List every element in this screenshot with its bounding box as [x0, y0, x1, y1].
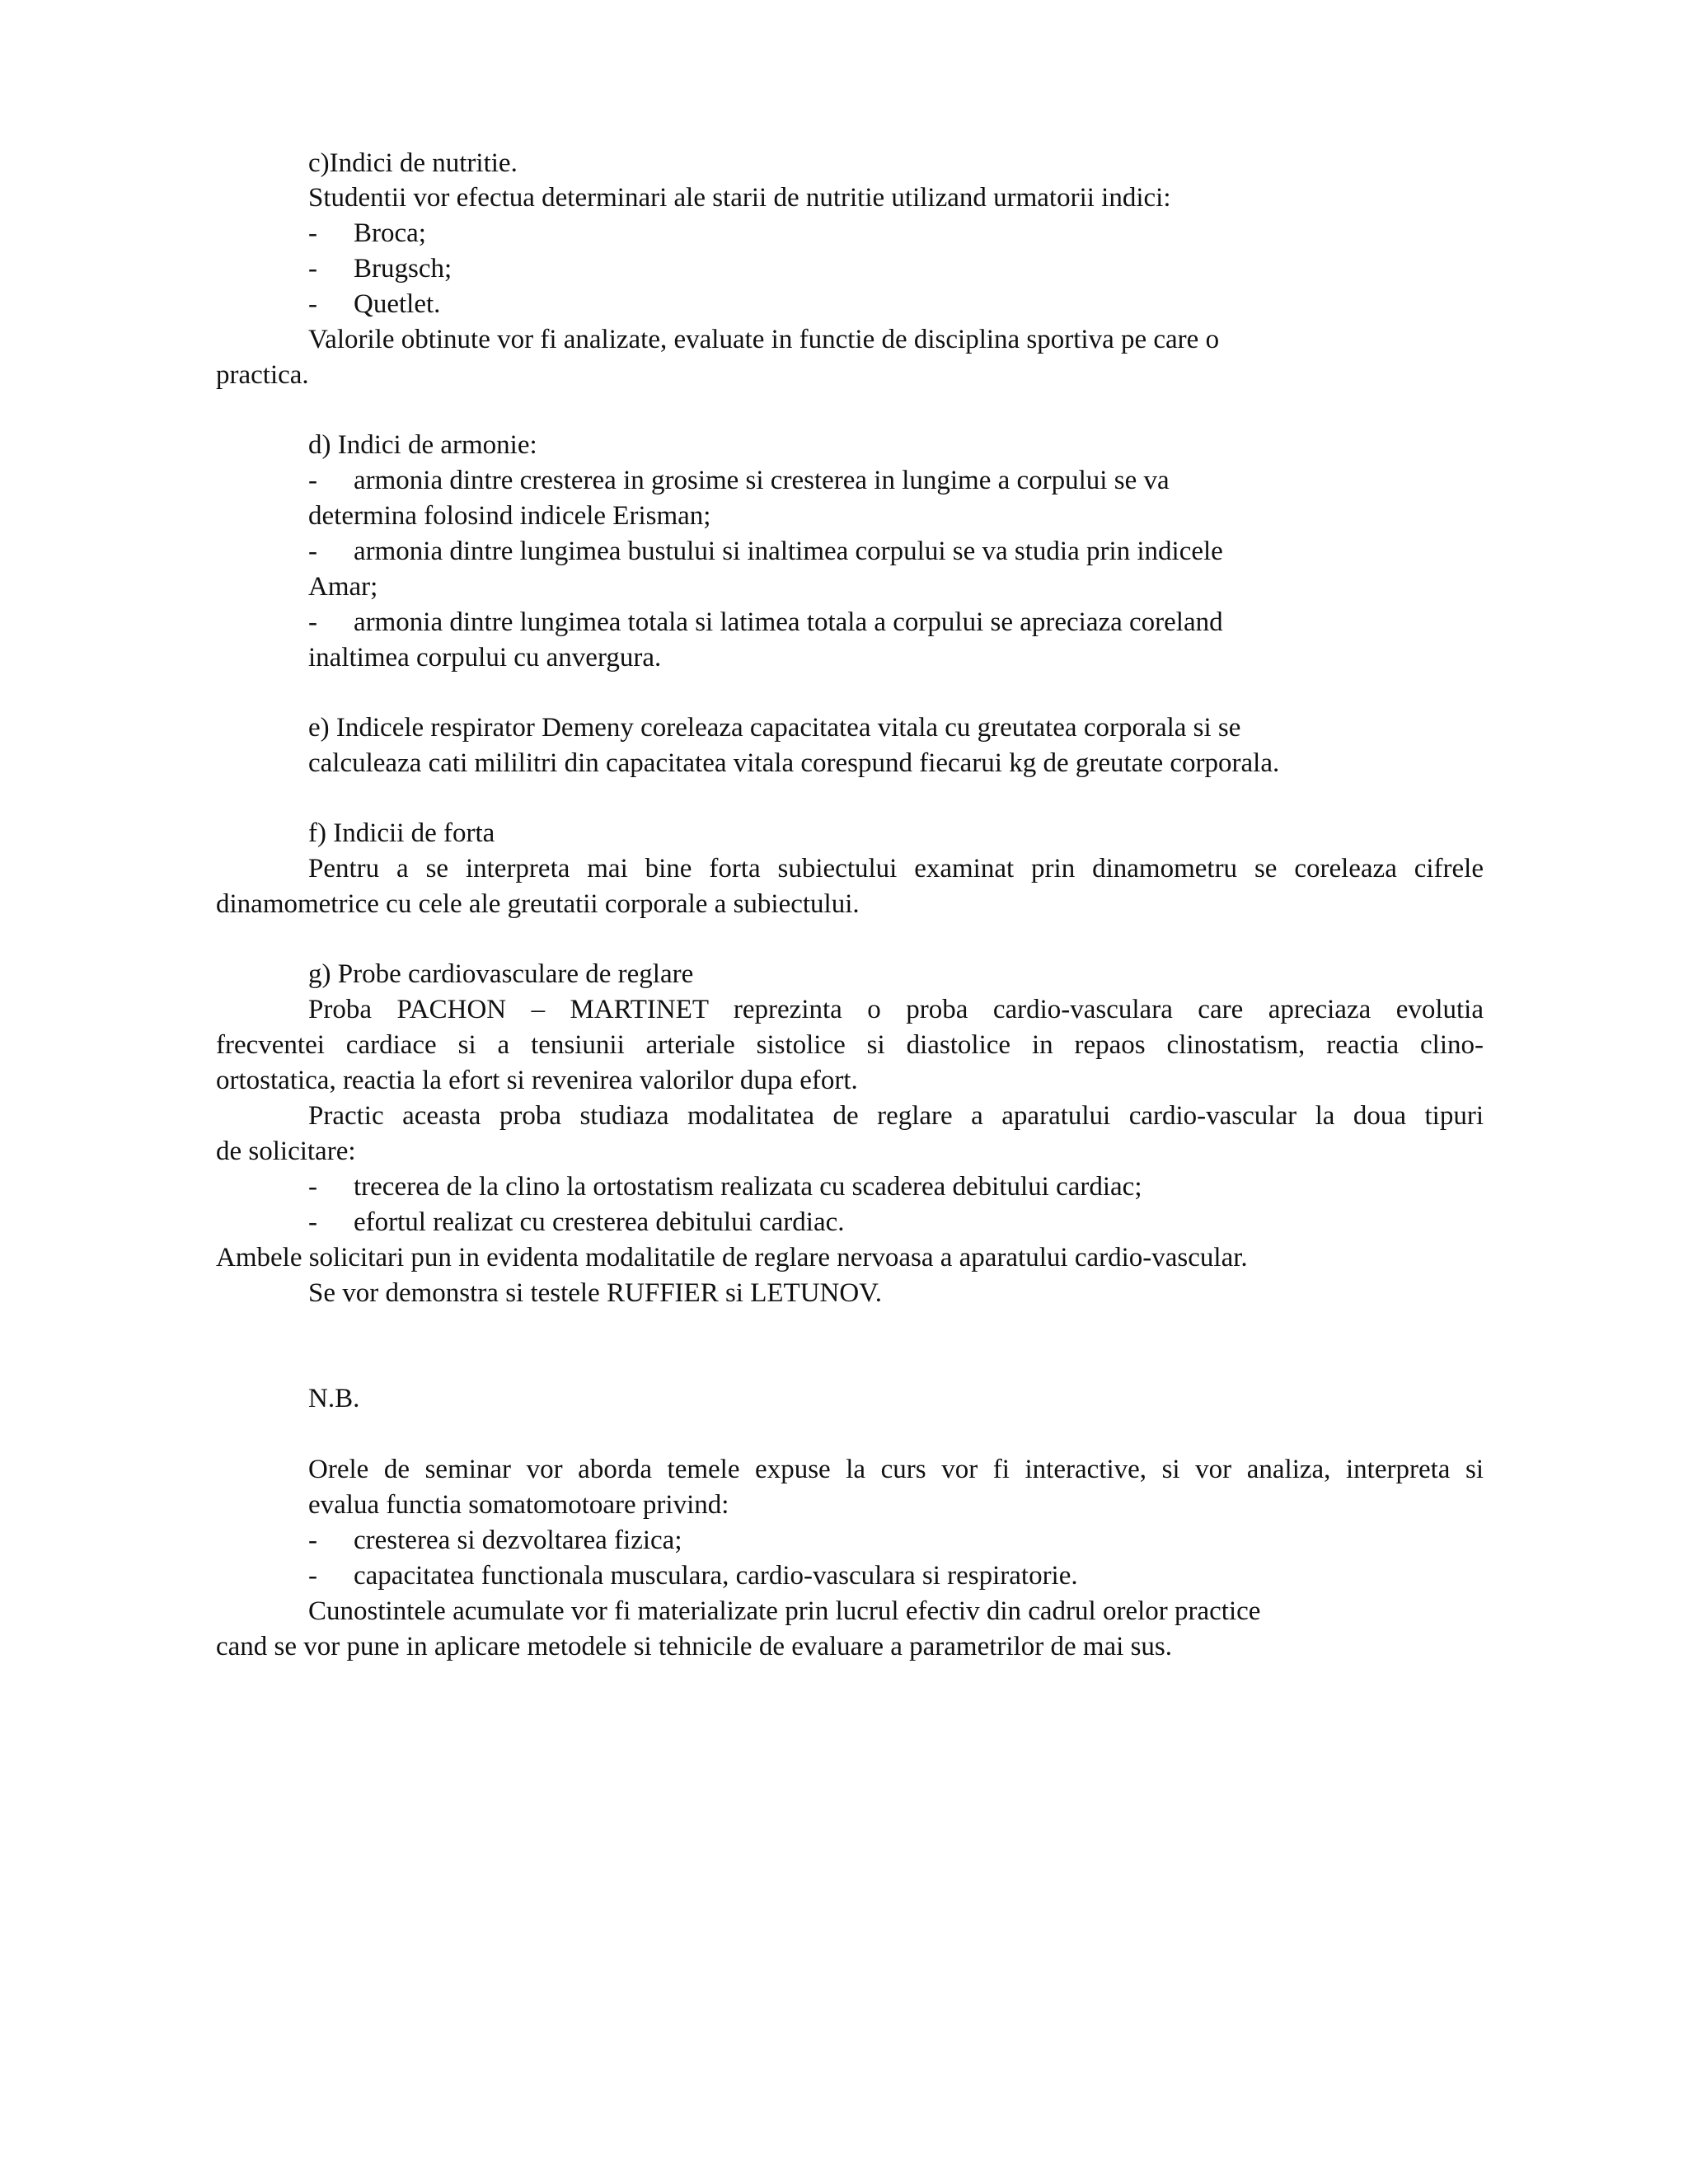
paragraph-line: Pentru a se interpreta mai bine forta subiectului examinat prin dinamometru se coreleaza cifrele	[308, 854, 1484, 883]
paragraph-line: Ambele solicitari pun in evidenta modalitatile de reglare nervoasa a aparatului cardio-vascular.	[216, 1243, 1248, 1272]
section-g-heading: g) Probe cardiovasculare de reglare	[308, 959, 694, 989]
bullet-dash: -	[308, 1526, 317, 1555]
bullet-dash: -	[308, 1207, 317, 1237]
paragraph-line: dinamometrice cu cele ale greutatii corporale a subiectului.	[216, 889, 860, 919]
paragraph-line: evalua functia somatomotoare privind:	[308, 1490, 729, 1520]
bullet-item: capacitatea functionala musculara, cardio-vasculara si respiratorie.	[354, 1561, 1078, 1591]
bullet-item: Brugsch;	[354, 254, 452, 284]
bullet-item: efortul realizat cu cresterea debitului cardiac.	[354, 1207, 845, 1237]
bullet-dash: -	[308, 466, 317, 495]
section-f-heading: f) Indicii de forta	[308, 818, 495, 848]
bullet-item-continuation: Amar;	[308, 572, 378, 602]
paragraph-line: Orele de seminar vor aborda temele expuse la curs vor fi interactive, si vor analiza, interpreta si	[308, 1455, 1484, 1484]
section-c-heading: c)Indici de nutritie.	[308, 148, 518, 178]
bullet-item: armonia dintre lungimea totala si latimea totala a corpului se apreciaza coreland	[354, 607, 1223, 637]
bullet-item: cresterea si dezvoltarea fizica;	[354, 1526, 682, 1555]
bullet-dash: -	[308, 537, 317, 566]
bullet-item: Broca;	[354, 218, 426, 248]
paragraph-line: Cunostintele acumulate vor fi materializate prin lucrul efectiv din cadrul orelor practice	[308, 1596, 1261, 1626]
bullet-item: armonia dintre cresterea in grosime si cresterea in lungime a corpului se va	[354, 466, 1170, 495]
bullet-item-continuation: inaltimea corpului cu anvergura.	[308, 643, 662, 673]
bullet-item-continuation: determina folosind indicele Erisman;	[308, 501, 711, 531]
paragraph-line: frecventei cardiace si a tensiunii arteriale sistolice si diastolice in repaos clinostatism, reactia clino-	[216, 1030, 1484, 1060]
nb-heading: N.B.	[308, 1384, 360, 1413]
section-c-intro: Studentii vor efectua determinari ale starii de nutritie utilizand urmatorii indici:	[308, 183, 1171, 213]
bullet-item: trecerea de la clino la ortostatism realizata cu scaderea debitului cardiac;	[354, 1172, 1142, 1202]
paragraph-line: ortostatica, reactia la efort si revenirea valorilor dupa efort.	[216, 1066, 858, 1095]
paragraph-line: Se vor demonstra si testele RUFFIER si LETUNOV.	[308, 1278, 883, 1308]
bullet-item: Quetlet.	[354, 289, 441, 319]
bullet-dash: -	[308, 218, 317, 248]
bullet-dash: -	[308, 1561, 317, 1591]
paragraph-line: de solicitare:	[216, 1137, 356, 1166]
paragraph-line: Valorile obtinute vor fi analizate, evaluate in functie de disciplina sportiva pe care o	[308, 325, 1220, 354]
paragraph-line: cand se vor pune in aplicare metodele si tehnicile de evaluare a parametrilor de mai sus.	[216, 1632, 1173, 1661]
bullet-dash: -	[308, 289, 317, 319]
paragraph-line: Proba PACHON – MARTINET reprezinta o proba cardio-vasculara care apreciaza evolutia	[308, 995, 1484, 1024]
section-e-line: e) Indicele respirator Demeny coreleaza capacitatea vitala cu greutatea corporala si se	[308, 713, 1241, 743]
paragraph-line: practica.	[216, 360, 309, 390]
paragraph-line: Practic aceasta proba studiaza modalitatea de reglare a aparatului cardio-vascular la doua tipuri	[308, 1101, 1484, 1131]
section-d-heading: d) Indici de armonie:	[308, 430, 537, 460]
bullet-dash: -	[308, 607, 317, 637]
bullet-dash: -	[308, 254, 317, 284]
bullet-item: armonia dintre lungimea bustului si inaltimea corpului se va studia prin indicele	[354, 537, 1223, 566]
section-e-line: calculeaza cati mililitri din capacitatea vitala corespund fiecarui kg de greutate corporala.	[308, 748, 1280, 778]
bullet-dash: -	[308, 1172, 317, 1202]
